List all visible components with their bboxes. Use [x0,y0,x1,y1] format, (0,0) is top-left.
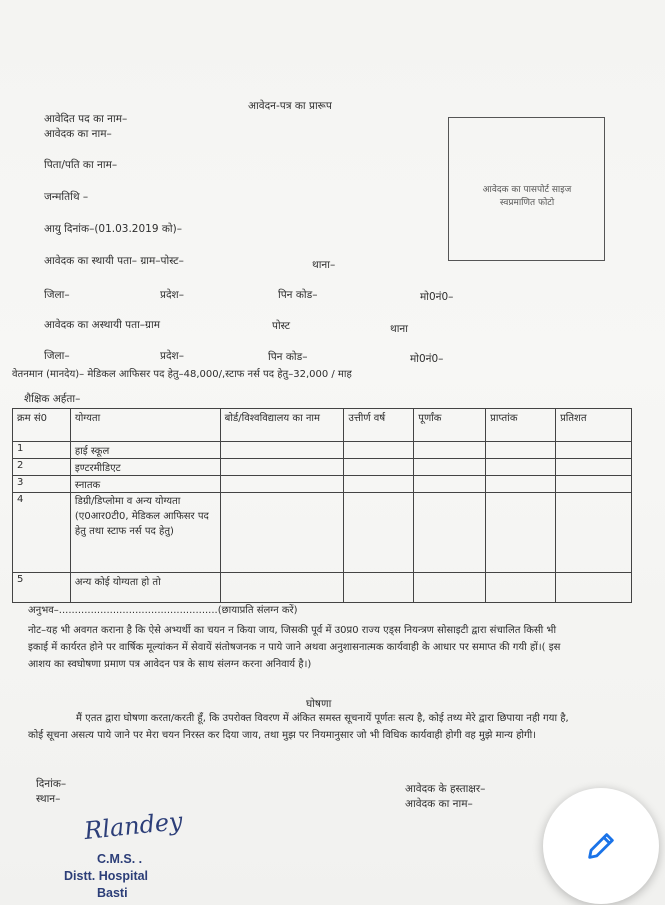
temporary-post-label: पोस्ट [272,320,291,332]
pin-label-1: पिन कोड– [278,289,318,301]
table-row [13,493,632,573]
col-header-board: बोर्ड/विश्वविद्यालय का नाम [220,409,344,442]
table-row [13,442,632,459]
stamp-line-2: Distt. Hospital [64,869,149,883]
education-heading: शैक्षिक अर्हता– [24,393,81,405]
footer-signature-label: आवेदक के हस्ताक्षर– [405,783,486,795]
table-row [13,476,632,493]
col-header-obtained: प्राप्तांक [486,409,556,442]
row-sn: 2 [13,459,71,476]
handwritten-signature: Rlandey [82,806,184,846]
row-qualification: स्नातक [70,476,220,493]
stamp-line-3: Basti [97,886,128,900]
district-label-2: जिला– [44,350,70,362]
post-name-label: आवेदित पद का नाम– [44,113,128,125]
district-label-1: जिला– [44,289,70,301]
temporary-address-label: आवेदक का अस्थायी पता–ग्राम [44,319,160,331]
col-header-sn: क्रम सं0 [13,409,71,442]
photo-label-1: आवेदक का पासपोर्ट साइज [482,185,572,195]
father-husband-label: पिता/पति का नाम– [44,159,118,171]
education-table [12,408,632,603]
row-sn: 5 [13,573,71,603]
dob-label: जन्मतिथि – [44,191,89,203]
col-header-max-marks: पूर्णांक [414,409,486,442]
state-label-1: प्रदेश– [160,289,184,301]
row-qualification: अन्य कोई योग्यता हो तो [70,573,220,603]
pin-label-2: पिन कोड– [268,351,308,363]
row-sn: 3 [13,476,71,493]
permanent-thana-label: थाना– [312,259,336,271]
declaration-paragraph: मैं एतत द्वारा घोषणा करता/करती हूँ, कि उपरोक्त विवरण में अंकित समस्त सूचनायें पूर्णतः सत्य है, कोई तथ्य मेरे द्वारा छिपाया नही गया है, कोई सूचना असत्य पाये जाने पर मेरा चयन निरस्त कर दिया जाय, तथा मुझ पर नियमानुसार जो भी विधिक कार्यवाही होगी वह मुझे मान्य होगी। [28,713,569,741]
stamp-line-1: C.M.S. . [97,852,143,866]
state-label-2: प्रदेश– [160,350,184,362]
table-row [13,573,632,603]
age-label: आयु दिनांक–(01.03.2019 को)– [44,223,182,235]
footer-date-label: दिनांक– [36,778,67,790]
row-sn: 4 [13,493,71,573]
form-title: आवेदन-पत्र का प्रारूप [248,100,332,112]
pencil-edit-icon [584,829,618,863]
experience-line: अनुभव–..................................................(छायाप्रति संलग्न करें) [28,605,298,616]
col-header-year: उत्तीर्ण वर्ष [344,409,414,442]
col-header-qualification: योग्यता [70,409,220,442]
row-qualification: इण्टरमीडिएट [70,459,220,476]
declaration-title: घोषणा [306,698,332,710]
row-qualification: डिग्री/डिप्लोमा व अन्य योग्यता (ए0आर0टी0, मेडिकल आफिसर पद हेतु तथा स्टाफ नर्स पद हेतु) [70,493,220,573]
note-paragraph: नोट–यह भी अवगत कराना है कि ऐसे अभ्यर्थी का चयन न किया जाय, जिसकी पूर्व में उ0प्र0 राज्य एड्स नियन्त्रण सोसाइटी द्वारा संचालित किसी भी इकाई में कार्यरत होने पर वार्षिक मूल्यांकन में सेवायें संतोषजनक न पाये जाने अथवा अनुशासनात्मक कार्यवाही के आधार पर समाप्त की गयी हों।( इस आशय का स्वघोषणा प्रमाण पत्र आवेदन पत्र के साथ संलग्न करना अनिवार्य है।) [28,625,561,670]
row-sn: 1 [13,442,71,459]
row-qualification: हाई स्कूल [70,442,220,459]
edit-fab-button[interactable] [543,788,659,904]
footer-place-label: स्थान– [36,793,61,805]
temporary-thana-label: थाना [390,323,408,335]
table-row [13,459,632,476]
mobile-label-2: मो0नं0– [410,353,444,365]
col-header-percent: प्रतिशत [556,409,632,442]
photo-label-2: स्वप्रमाणित फोटो [499,198,555,208]
mobile-label-1: मो0नं0– [420,291,454,303]
applicant-name-label: आवेदक का नाम– [44,128,112,140]
passport-photo-box [448,117,605,261]
permanent-address-label: आवेदक का स्थायी पता– ग्राम–पोस्ट– [44,255,184,267]
table-header-row [13,409,632,442]
salary-line: वेतनमान (मानदेय)– मेडिकल आफिसर पद हेतु–48,000/,स्टाफ नर्स पद हेतु–32,000 / माह [12,369,352,380]
footer-name-label: आवेदक का नाम– [405,798,473,810]
